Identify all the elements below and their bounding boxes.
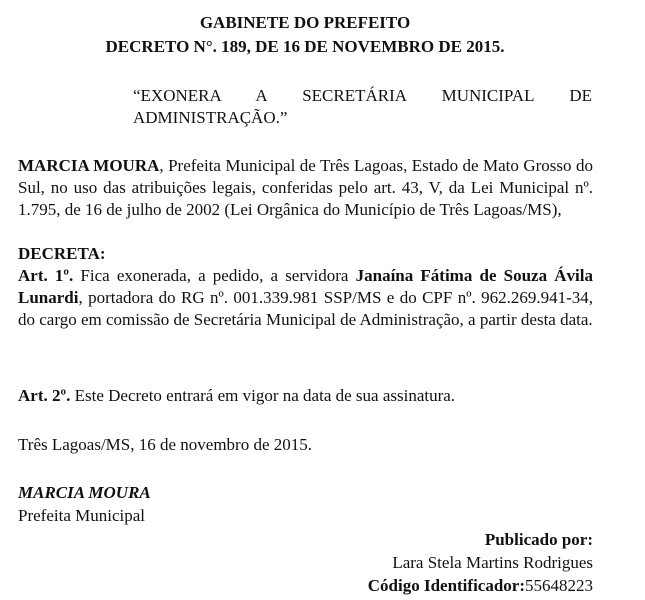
decree-summary: “EXONERA A SECRETÁRIA MUNICIPAL DE ADMINISTRAÇÃO.” [133, 86, 592, 127]
identifier-line [368, 575, 593, 597]
identifier-label: Código Identificador: [367, 576, 525, 595]
article-2 [18, 385, 593, 407]
article-2-label: Art. 2º. [18, 386, 71, 405]
preamble-text: , Prefeita Municipal de Três Lagoas, Estado de Mato Grosso do Sul, no uso das atribuições legais, conferidas pelo art. 43, V, da Lei Municipal nº. 1.795, de 16 de julho de 2002 (Lei Orgânica do Município de Três Lagoas/MS), [18, 156, 593, 219]
article-1-person: Janaína Fátima de Souza Ávila Lunardi [18, 266, 593, 307]
signature-role: Prefeita Municipal [18, 506, 145, 525]
mayor-name: MARCIA MOURA [18, 156, 160, 175]
publisher-name: Lara Stela Martins Rodrigues [392, 553, 593, 572]
article-1-text-b: , portadora do RG nº. 001.339.981 SSP/MS e do CPF nº. 962.269.941-34, do cargo em comissão de Secretária Municipal de Administração, a partir desta data. [18, 288, 593, 329]
office-heading: GABINETE DO PREFEITO [199, 13, 411, 32]
place-date: Três Lagoas/MS, 16 de novembro de 2015. [18, 435, 313, 454]
publication-label-container [485, 529, 593, 551]
article-1-text-a: Fica exonerada, a pedido, a servidora [73, 266, 356, 285]
article-1 [18, 265, 593, 331]
preamble-paragraph [18, 155, 593, 221]
publication-label: Publicado por: [484, 530, 593, 549]
signature-name [18, 482, 593, 504]
signature-name-text: MARCIA MOURA [18, 483, 151, 502]
decree-title: DECRETO N°. 189, DE 16 DE NOVEMBRO DE 2015. [105, 37, 505, 56]
article-2-text: Este Decreto entrará em vigor na data de sua assinatura. [70, 386, 456, 405]
article-1-label: Art. 1º. [18, 266, 74, 285]
decreta-container [18, 243, 593, 265]
identifier-code: 55648223 [525, 576, 593, 595]
decreta-label: DECRETA: [18, 244, 106, 263]
